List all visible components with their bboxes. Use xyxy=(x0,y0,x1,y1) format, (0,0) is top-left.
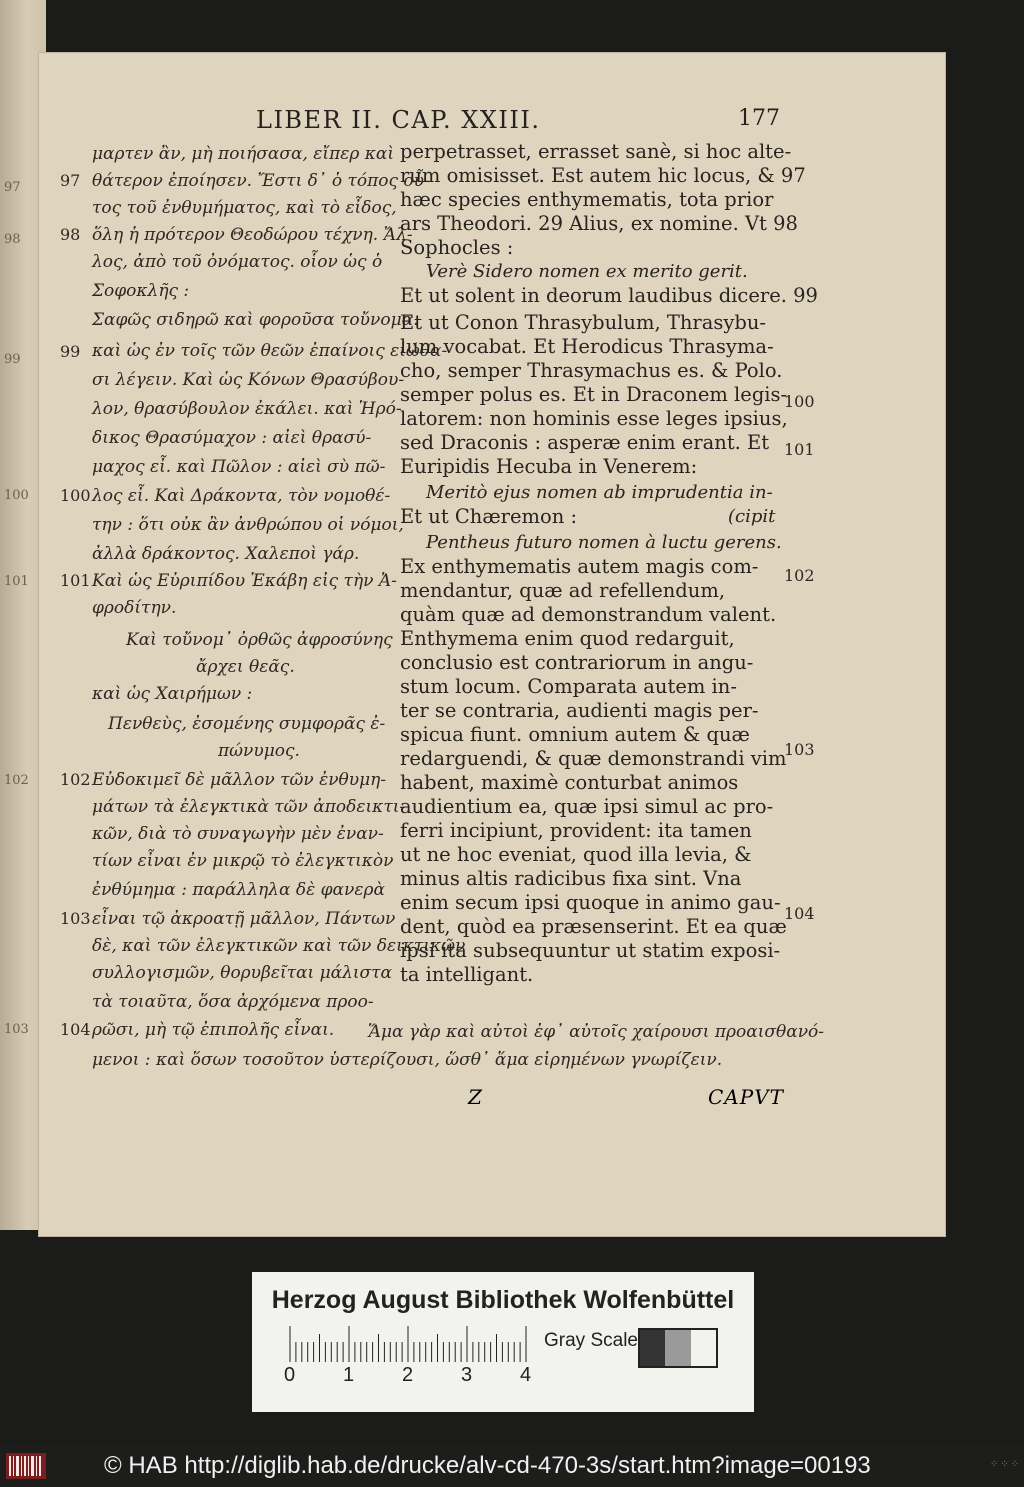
greek-line-wide: μενοι : καὶ ὅσων τοσοῦτον ὑστερίζουσι, ὥσθ᾽ ἅμα εἰρημένων γνωρίζειν. xyxy=(92,1050,723,1070)
ruler-scale xyxy=(288,1324,538,1364)
greek-line: ἄρχει θεᾶς. xyxy=(196,657,295,677)
latin-line: Enthymema enim quod redarguit, xyxy=(400,627,735,650)
margin-number: 97 xyxy=(60,171,81,190)
gray-swatch xyxy=(640,1330,665,1366)
latin-line: semper polus es. Et in Draconem legis- xyxy=(400,383,788,406)
latin-line: ut ne hoc eveniat, quod illa levia, & xyxy=(400,843,752,866)
ruler-number: 4 xyxy=(520,1364,532,1386)
edge-number: 98 xyxy=(4,232,21,247)
greek-line: Καὶ ὡς Εὐριπίδου Ἑκάβη εἰς τὴν Ἀ- xyxy=(92,571,397,591)
page-number: 177 xyxy=(738,106,780,131)
latin-line: Et ut Conon Thrasybulum, Thrasybu- xyxy=(400,311,767,334)
greek-line: τίων εἶναι ἐν μικρῷ τὸ ἐλεγκτικὸν xyxy=(92,851,394,871)
footer-mark: ⁘⁘⁘ xyxy=(990,1459,1022,1470)
margin-number: 103 xyxy=(784,740,815,759)
copyright-url: © HAB http://diglib.hab.de/drucke/alv-cd-470-3s/start.htm?image=00193 xyxy=(104,1452,871,1479)
margin-number: 100 xyxy=(60,486,91,505)
latin-line: ferri incipiunt, provident: ita tamen xyxy=(400,819,752,842)
margin-number: 103 xyxy=(60,909,91,928)
greek-line: δικος Θρασύμαχον : αἰεὶ θρασύ- xyxy=(92,428,372,448)
latin-line: ipsi ita subsequuntur ut statim exposi- xyxy=(400,939,781,962)
gray-swatch xyxy=(691,1330,716,1366)
greek-line: Σοφοκλῆς : xyxy=(92,281,190,301)
signature-mark: Z xyxy=(468,1085,482,1109)
greek-line: λος εἶ. Καὶ Δράκοντα, τὸν νομοθέ- xyxy=(92,486,391,506)
latin-line: audientium ea, quæ ipsi simul ac pro- xyxy=(400,795,774,818)
catchword: CAPVT xyxy=(708,1085,784,1109)
margin-number: 102 xyxy=(60,770,91,789)
latin-line: redarguendi, & quæ demonstrandi vim xyxy=(400,747,787,770)
margin-number: 104 xyxy=(60,1020,91,1039)
margin-number: 99 xyxy=(60,342,81,361)
latin-verse: Pentheus futuro nomen à luctu gerens. xyxy=(426,532,782,553)
greek-line: μάτων τὰ ἐλεγκτικὰ τῶν ἀποδεικτι- xyxy=(92,797,406,817)
greek-line: θάτερον ἐποίησεν. Ἔστι δ᾽ ὁ τόπος οὗ- xyxy=(92,171,430,191)
margin-number: 100 xyxy=(784,392,815,411)
margin-number: 101 xyxy=(60,571,91,590)
latin-line: latorem: non hominis esse leges ipsius, xyxy=(400,407,788,430)
greek-line: φροδίτην. xyxy=(92,598,177,618)
greek-line: πώνυμος. xyxy=(218,741,300,761)
greek-line: ἀλλὰ δράκοντος. Χαλεποὶ γάρ. xyxy=(92,544,360,564)
latin-line: stum locum. Comparata autem in- xyxy=(400,675,737,698)
gray-scale-label: Gray Scale xyxy=(544,1330,638,1351)
greek-line: τος τοῦ ἐνθυμήματος, καὶ τὸ εἶδος, xyxy=(92,198,397,218)
greek-line: Πενθεὺς, ἐσομένης συμφορᾶς ἐ- xyxy=(108,714,386,734)
footer-bar xyxy=(0,1445,1024,1487)
edge-number: 99 xyxy=(4,352,21,367)
greek-line: ἐνθύμημα : παράλληλα δὲ φανερὰ xyxy=(92,880,385,900)
greek-line: την : ὅτι οὐκ ἂν ἀνθρώπου οἱ νόμοι, xyxy=(92,515,404,535)
greek-line: συλλογισμῶν, θορυβεῖται μάλιστα xyxy=(92,963,393,983)
latin-verse: Meritò ejus nomen ab imprudentia in- xyxy=(426,482,773,503)
greek-line: ὅλη ἡ πρότερον Θεοδώρου τέχνη. Ἄλ- xyxy=(92,225,413,245)
greek-line: Εὐδοκιμεῖ δὲ μᾶλλον τῶν ἐνθυμη- xyxy=(92,770,387,790)
latin-line: Et ut solent in deorum laudibus dicere. 99 xyxy=(400,284,818,307)
latin-line: rum omisisset. Est autem hic locus, & 97 xyxy=(400,164,806,187)
latin-line: Ex enthymematis autem magis com- xyxy=(400,555,759,578)
latin-line: minus altis radicibus fixa sint. Vna xyxy=(400,867,742,890)
ruler-number: 2 xyxy=(402,1364,414,1386)
barcode-icon xyxy=(6,1453,46,1479)
ruler-number: 3 xyxy=(461,1364,473,1386)
greek-line: μαχος εἶ. καὶ Πῶλον : αἰεὶ σὺ πῶ- xyxy=(92,457,386,477)
greek-line: μαρτεν ἂν, μὴ ποιήσασα, εἴπερ καὶ xyxy=(92,144,395,164)
greek-line: καὶ ὡς ἐν τοῖς τῶν θεῶν ἐπαίνοις εἰώθα- xyxy=(92,341,448,361)
ruler-number: 1 xyxy=(343,1364,355,1386)
latin-line: spicua fiunt. omnium autem & quæ xyxy=(400,723,750,746)
latin-verse: Verè Sidero nomen ex merito gerit. xyxy=(426,261,748,282)
edge-number: 103 xyxy=(4,1022,29,1037)
greek-line: Σαφῶς σιδηρῶ καὶ φοροῦσα τοὔνομα. xyxy=(92,310,419,330)
latin-line: ter se contraria, audienti magis per- xyxy=(400,699,759,722)
greek-line: σι λέγειν. Καὶ ὡς Κόνων Θρασύβου- xyxy=(92,370,405,390)
margin-number: 104 xyxy=(784,904,815,923)
latin-line: hæc species enthymematis, tota prior xyxy=(400,188,774,211)
latin-line: sed Draconis : asperæ enim erant. Et xyxy=(400,431,770,454)
latin-verse-end: (cipit xyxy=(728,506,776,527)
latin-line: perpetrasset, errasset sanè, si hoc alte- xyxy=(400,140,792,163)
greek-line-wide: Ἅμα γὰρ καὶ αὐτοὶ ἐφ᾽ αὐτοῖς χαίρουσι προαισθανό- xyxy=(368,1022,825,1042)
latin-line: Sophocles : xyxy=(400,236,514,259)
latin-line: conclusio est contrariorum in angu- xyxy=(400,651,754,674)
greek-line: δὲ, καὶ τῶν ἐλεγκτικῶν καὶ τῶν δεικτικῶν xyxy=(92,936,466,956)
latin-line: Euripidis Hecuba in Venerem: xyxy=(400,455,698,478)
gray-swatch xyxy=(665,1330,690,1366)
book-page xyxy=(38,52,946,1237)
latin-line: ars Theodori. 29 Alius, ex nomine. Vt 98 xyxy=(400,212,798,235)
edge-number: 101 xyxy=(4,574,29,589)
ruler-number: 0 xyxy=(284,1364,296,1386)
running-header: LIBER II. CAP. XXIII. xyxy=(256,106,541,134)
greek-line: καὶ ὡς Χαιρήμων : xyxy=(92,684,253,704)
latin-line: dent, quòd ea præsenserint. Et ea quæ xyxy=(400,915,787,938)
gray-scale-swatches xyxy=(638,1328,718,1368)
greek-line: ρῶσι, μὴ τῷ ἐπιπολῆς εἶναι. xyxy=(92,1020,335,1040)
greek-line: εἶναι τῷ ἀκροατῇ μᾶλλον, Πάντων xyxy=(92,909,396,929)
greek-line: λον, θρασύβουλον ἐκάλει. καὶ Ἡρό- xyxy=(92,399,402,419)
margin-number: 98 xyxy=(60,225,81,244)
latin-line: quàm quæ ad demonstrandum valent. xyxy=(400,603,777,626)
greek-line: κῶν, διὰ τὸ συναγωγὴν μὲν ἐναν- xyxy=(92,824,384,844)
latin-line: cho, semper Thrasymachus es. & Polo. xyxy=(400,359,783,382)
latin-line: ta intelligant. xyxy=(400,963,534,986)
color-calibration-card xyxy=(252,1272,754,1412)
edge-number: 100 xyxy=(4,488,29,503)
latin-line: habent, maximè conturbat animos xyxy=(400,771,739,794)
greek-line: λος, ἀπὸ τοῦ ὀνόματος. οἷον ὡς ὁ xyxy=(92,252,383,272)
edge-number: 97 xyxy=(4,180,21,195)
edge-number: 102 xyxy=(4,773,29,788)
latin-line: mendantur, quæ ad refellendum, xyxy=(400,579,726,602)
latin-line: enim secum ipsi quoque in animo gau- xyxy=(400,891,781,914)
margin-number: 102 xyxy=(784,566,815,585)
latin-line: Et ut Chæremon : xyxy=(400,505,578,528)
library-name: Herzog August Bibliothek Wolfenbüttel xyxy=(271,1286,735,1314)
greek-line: Καὶ τοὔνομ᾽ ὀρθῶς ἀφροσύνης xyxy=(126,630,393,650)
margin-number: 101 xyxy=(784,440,815,459)
latin-line: lum vocabat. Et Herodicus Thrasyma- xyxy=(400,335,774,358)
greek-line: τὰ τοιαῦτα, ὅσα ἀρχόμενα προο- xyxy=(92,992,374,1012)
